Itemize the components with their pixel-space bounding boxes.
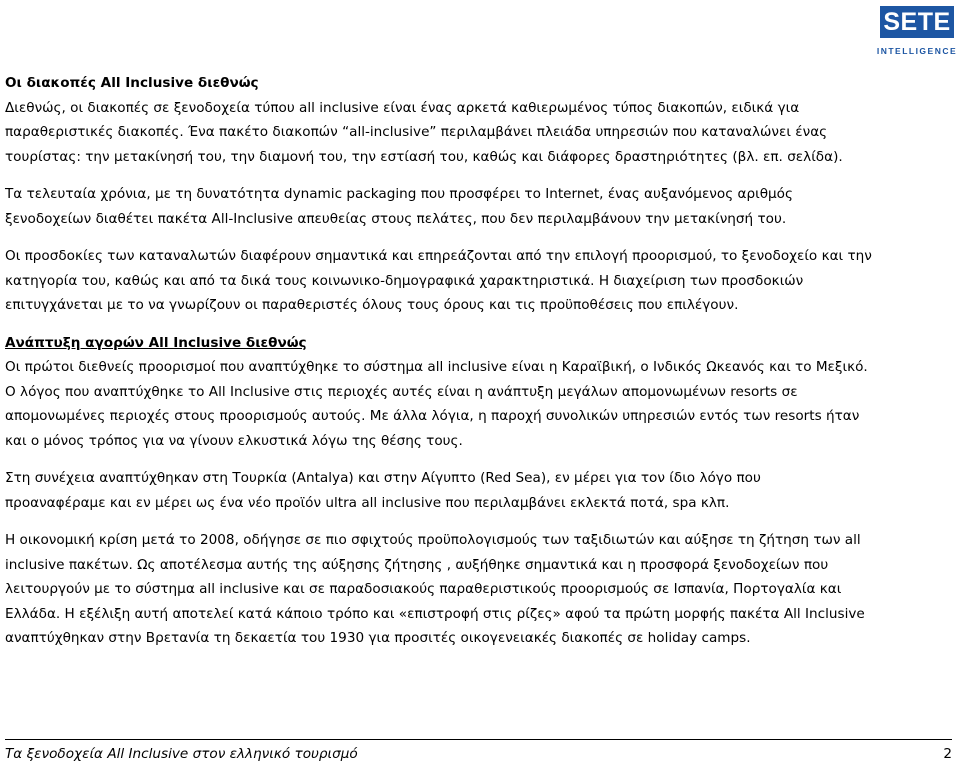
paragraph-spacer (5, 231, 957, 244)
paragraph-line: απομονωμένες περιοχές στους προορισμούς αυτούς. Με άλλα λόγια, η παροχή συνολικών υπηρεσιών εντός των resorts ήταν (5, 408, 860, 424)
section-heading-market-development: Ανάπτυξη αγορών All Inclusive διεθνώς (5, 334, 307, 351)
paragraph-spacer (5, 318, 957, 331)
paragraph-line: Οι πρώτοι διεθνείς προορισμοί που αναπτύχθηκε το σύστημα all inclusive είναι η Καραϊβική, ο Ινδικός Ωκεανός και το Μεξικό. (5, 359, 868, 375)
paragraph-line: λειτουργούν με το σύστημα all inclusive και σε παραδοσιακούς παραθεριστικούς προορισμούς σε Ισπανία, Πορτογαλία και (5, 581, 842, 597)
footer-document-title: Τα ξενοδοχεία All Inclusive στον ελληνικό τουρισμό (5, 745, 358, 762)
page-number: 2 (943, 745, 952, 762)
paragraph-line: Διεθνώς, οι διακοπές σε ξενοδοχεία τύπου all inclusive είναι ένας αρκετά καθιερωμένος τύπος διακοπών, ειδικά για (5, 99, 800, 116)
paragraph-line: ξενοδοχείων διαθέτει πακέτα All-Inclusive απευθείας στους πελάτες, που δεν περιλαμβάνουν την μετακίνησή του. (5, 210, 787, 227)
section-heading-all-inclusive-international: Οι διακοπές All Inclusive διεθνώς (5, 75, 259, 91)
paragraph-line: παραθεριστικές διακοπές. Ένα πακέτο διακοπών “all-inclusive” περιλαμβάνει πλειάδα υπηρεσιών που καταναλώνει ένας (5, 124, 828, 140)
page-footer (5, 739, 952, 767)
paragraph-line: Τα τελευταία χρόνια, με τη δυνατότητα dynamic packaging που προσφέρει το Internet, ένας αυξανόμενος αριθμός (5, 186, 793, 202)
paragraph-line: Η οικονομική κρίση μετά το 2008, οδήγησε σε πιο σφιχτούς προϋπολογισμούς των ταξιδιωτών και αύξησε τη ζήτηση των all (5, 532, 861, 548)
paragraph-line: αναπτύχθηκαν στην Βρετανία τη δεκαετία του 1930 για προσιτές οικογενειακές διακοπές σε holiday camps. (5, 630, 751, 646)
paragraph-spacer (5, 169, 957, 182)
paragraph-spacer (5, 515, 957, 528)
paragraph-line: Ελλάδα. Η εξέλιξη αυτή αποτελεί κατά κάποιο τρόπο και «επιστροφή στις ρίζες» αφού τα πρώτη μορφής πακέτα All Inclusive (5, 605, 865, 622)
paragraph-spacer (5, 453, 957, 466)
paragraph-line: επιτυγχάνεται με το να γνωρίζουν οι παραθεριστές όλους τους όρους και τις προϋποθέσεις που επιλέγουν. (5, 297, 739, 313)
paragraph-line: προαναφέραμε και εν μέρει ως ένα νέο προϊόν ultra all inclusive που περιλαμβάνει εκλεκτά ποτά, spa κλπ. (5, 494, 730, 511)
paragraph-line: τουρίστας: την μετακίνησή του, την διαμονή του, την εστίασή του, καθώς και διάφορες δραστηριότητες (βλ. επ. σελίδα). (5, 148, 843, 165)
paragraph-line: και ο μόνος τρόπος για να γίνουν ελκυστικά λόγω της θέσης τους. (5, 432, 463, 449)
sete-intelligence-logo (876, 6, 958, 66)
paragraph-line: κατηγορία του, καθώς και από τα δικά τους κοινωνικο-δημογραφικά χαρακτηριστικά. Η διαχείριση των προσδοκιών (5, 272, 804, 289)
paragraph-line: Στη συνέχεια αναπτύχθηκαν στη Τουρκία (Antalya) και στην Αίγυπτο (Red Sea), εν μέρει για τον ίδιο λόγο που (5, 470, 761, 486)
logo-subtitle: INTELLIGENCE (876, 46, 958, 56)
paragraph-line: Οι προσδοκίες των καταναλωτών διαφέρουν σημαντικά και επηρεάζονται από την επιλογή προορισμού, το ξενοδοχείο και την (5, 248, 872, 264)
paragraph-line: inclusive πακέτων. Ως αποτέλεσμα αυτής της αύξησης ζήτησης , αυξήθηκε σημαντικά και η προσφορά ξενοδοχείων που (5, 556, 829, 573)
logo-brand: SETE (880, 6, 954, 38)
document-body (5, 71, 957, 651)
paragraph-line: Ο λόγος που αναπτύχθηκε το All Inclusive στις περιοχές αυτές είναι η ανάπτυξη μεγάλων απομονωμένων resorts σε (5, 383, 798, 400)
